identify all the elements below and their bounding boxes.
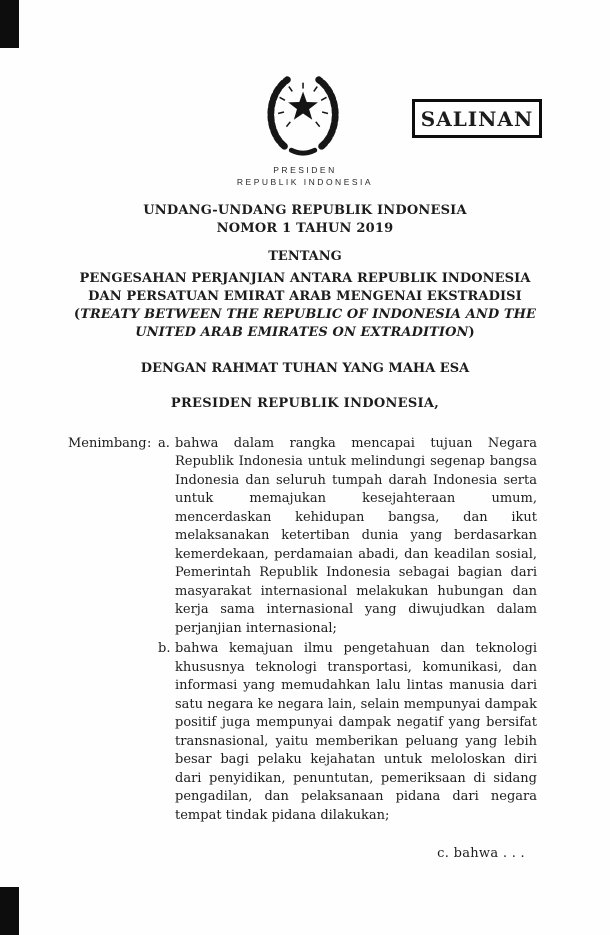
menimbang-items xyxy=(158,435,537,828)
menimbang-label: Menimbang xyxy=(68,435,147,451)
page-catchword: c. bahwa . . . xyxy=(437,846,525,861)
document-title xyxy=(0,202,610,238)
subject-english-italic: TREATY BETWEEN THE REPUBLIC OF INDONESIA AND THE UNITED ARAB EMIRATES ON EXTRADITION xyxy=(80,306,537,340)
item-letter: a. xyxy=(158,435,170,451)
menimbang-section xyxy=(0,435,610,828)
title-line-1: UNDANG-UNDANG REPUBLIK INDONESIA xyxy=(143,203,467,218)
presidential-seal-icon xyxy=(254,68,352,158)
salinan-stamp xyxy=(412,99,542,138)
subject-paragraph xyxy=(0,270,610,342)
authority-line: PRESIDEN REPUBLIK INDONESIA, xyxy=(170,396,440,411)
letterhead-republik-indonesia: REPUBLIK INDONESIA xyxy=(236,177,374,187)
menimbang-item-a xyxy=(158,435,537,639)
subject-close-paren: ) xyxy=(468,324,475,340)
title-line-2: NOMOR 1 TAHUN 2019 xyxy=(216,221,394,236)
menimbang-item-b xyxy=(158,640,537,825)
letterhead xyxy=(0,164,610,188)
document-body xyxy=(0,202,610,864)
scan-artifact-bottom-left xyxy=(0,887,19,935)
letterhead-presiden: PRESIDEN xyxy=(273,165,337,175)
scan-artifact-top-left xyxy=(0,0,19,48)
invocation-line: DENGAN RAHMAT TUHAN YANG MAHA ESA xyxy=(140,360,470,376)
item-text: bahwa dalam rangka mencapai tujuan Negara Republik Indonesia untuk melindungi segenap bangsa Indonesia dan seluruh tumpah darah Indonesia serta untuk memajukan kesejahteraan umum, mencerdaskan kehidupan bangsa, dan ikut melaksanakan ketertiban dunia yang berdasarkan kemerdekaan, perdamaian abadi, dan keadilan sosial, Pemerintah Republik Indonesia sebagai bagian dari masyarakat internasional melakukan hubungan dan kerja sama internasional yang diwujudkan dalam perjanjian internasional; xyxy=(175,435,537,636)
item-letter: b. xyxy=(158,641,171,656)
item-text: bahwa kemajuan ilmu pengetahuan dan teknologi khususnya teknologi transportasi, komunikasi, dan informasi yang memudahkan lalu lintas manusia dari satu negara ke negara lain, selain mempunyai dampak positif juga mempunyai dampak negatif yang bersifat transnasional, yaitu memberikan peluang yang lebih besar bagi pelaku kejahatan untuk meloloskan diri dari penyidikan, penuntutan, pemeriksaan di sidang pengadilan, dan pelaksanaan pidana dari negara tempat tindak pidana dilakukan; xyxy=(175,641,537,823)
salinan-label: SALINAN xyxy=(420,106,534,131)
menimbang-colon: : xyxy=(147,435,152,451)
tentang-heading: TENTANG xyxy=(268,249,342,264)
subject-indonesian: PENGESAHAN PERJANJIAN ANTARA REPUBLIK INDONESIA DAN PERSATUAN EMIRAT ARAB MENGENAI EKSTRADISI ( xyxy=(73,270,531,322)
